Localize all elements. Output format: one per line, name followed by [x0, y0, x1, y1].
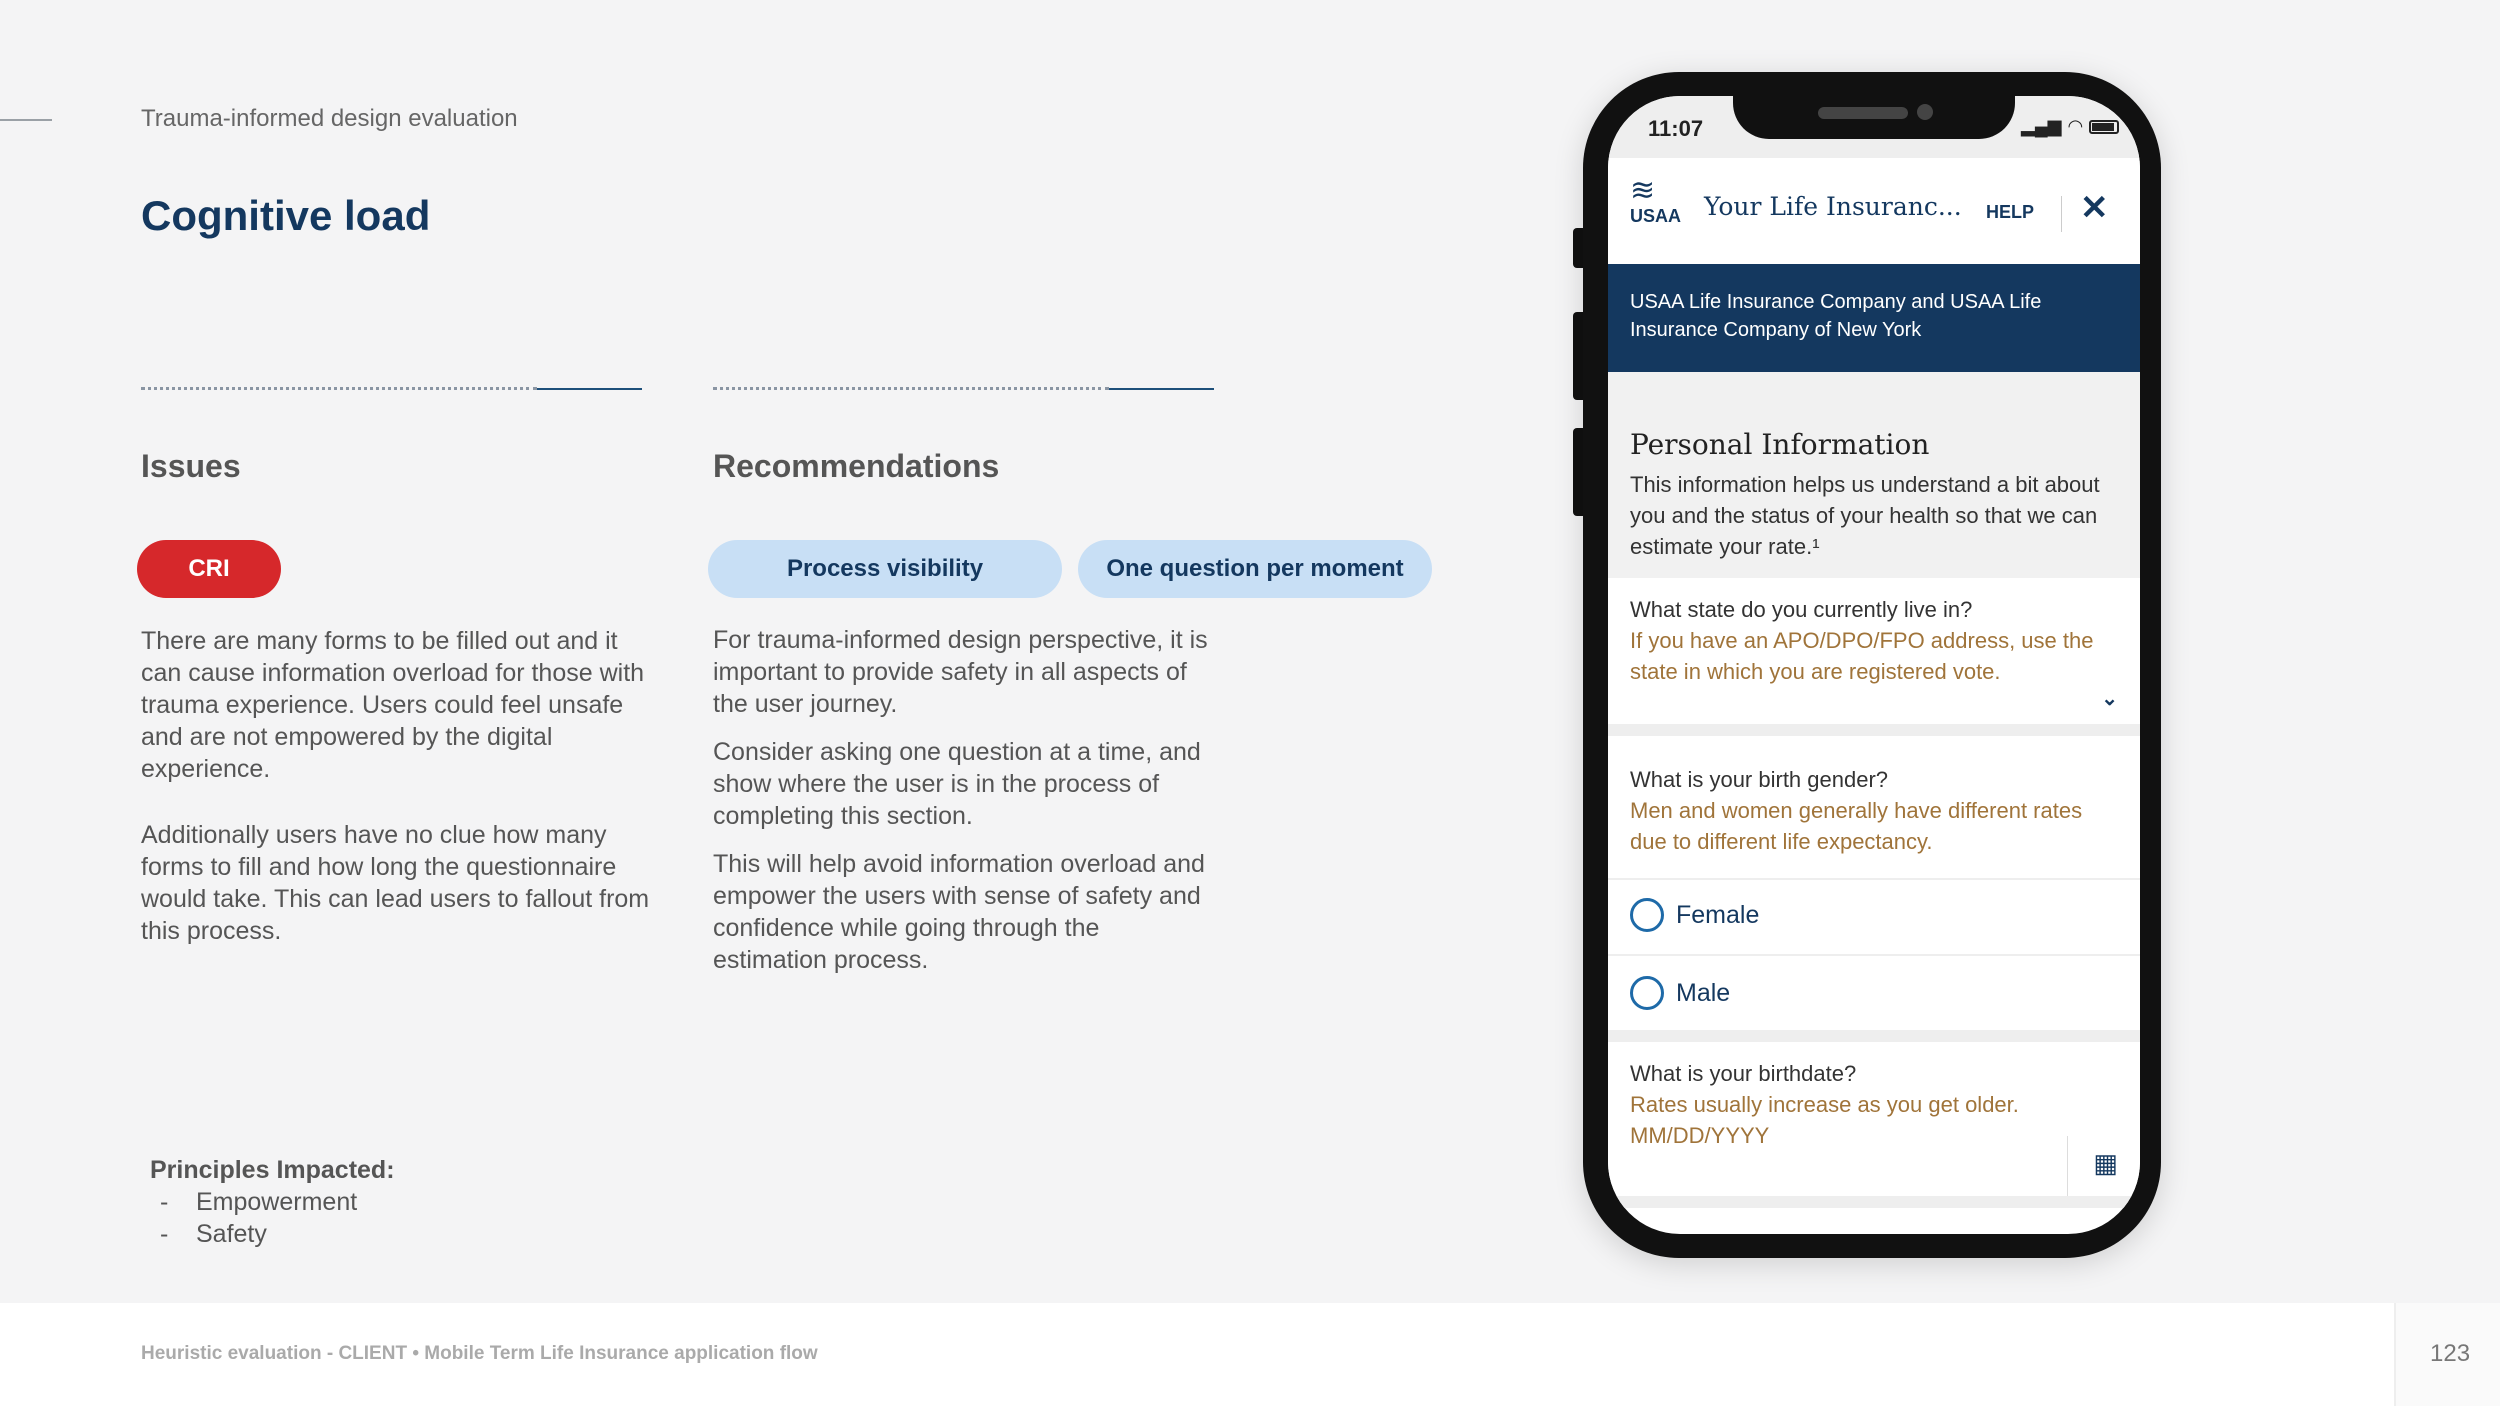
slide-eyebrow: Trauma-informed design evaluation	[141, 105, 518, 132]
process-visibility-tag: Process visibility	[708, 540, 1062, 598]
personal-info-heading: Personal Information	[1630, 428, 1930, 461]
birthdate-input[interactable]: MM/DD/YYYY	[1630, 1123, 1770, 1148]
recommendations-heading: Recommendations	[713, 448, 1000, 484]
issues-paragraph-2: Additionally users have no clue how many forms to fill and how long the questionnaire would take. This can lead users to fallout from this process.	[141, 821, 650, 945]
radio-button-male[interactable]	[1630, 976, 1664, 1010]
calendar-icon[interactable]: ▦	[2093, 1148, 2118, 1178]
birthdate-question-card[interactable]	[1608, 1042, 2140, 1208]
gender-question: What is your birth gender?	[1630, 767, 1889, 792]
footer-text: Heuristic evaluation - CLIENT • Mobile Term Life Insurance application flow	[141, 1343, 818, 1364]
slide-title: Cognitive load	[141, 192, 431, 239]
header-separator	[2061, 196, 2062, 232]
principles-heading: Principles Impacted:	[150, 1156, 395, 1184]
recommendations-paragraph-3: This will help avoid information overload and empower the users with sense of safety and confidence while going through the estimation process.	[713, 850, 1205, 974]
male-label: Male	[1676, 978, 1731, 1007]
eagle-logo-icon: ≋	[1630, 174, 1656, 207]
battery-icon	[2089, 120, 2119, 134]
personal-info-intro	[1608, 372, 2140, 578]
state-hint: If you have an APO/DPO/FPO address, use the state in which you are registered vote.	[1630, 628, 2094, 684]
phone-screen	[1608, 96, 2140, 1234]
gender-option-male[interactable]	[1608, 956, 2140, 1042]
personal-info-text: This information helps us understand a bit about you and the status of your health so that we can estimate your rate.¹	[1630, 472, 2100, 559]
top-rule	[0, 119, 52, 121]
signal-icon: ▂▄▆	[2021, 116, 2062, 136]
wifi-icon: ◠	[2067, 116, 2084, 136]
recommendations-divider	[713, 386, 1214, 390]
calendar-separator	[2067, 1136, 2068, 1196]
cri-tag: CRI	[137, 540, 281, 598]
issues-heading: Issues	[141, 448, 241, 484]
state-question: What state do you currently live in?	[1630, 597, 1973, 622]
principles-impacted	[150, 1154, 395, 1250]
issues-divider	[141, 386, 642, 390]
gender-question-card	[1608, 748, 2140, 880]
phone-speaker	[1818, 107, 1908, 119]
app-title: Your Life Insuranc...	[1704, 192, 1962, 221]
status-time: 11:07	[1648, 116, 1704, 141]
principle-item: - Empowerment	[160, 1188, 358, 1216]
phone-camera	[1917, 104, 1933, 120]
phone-notch	[1733, 72, 2015, 139]
birthdate-hint: Rates usually increase as you get older.	[1630, 1092, 2019, 1117]
gender-option-female[interactable]	[1608, 880, 2140, 956]
radio-button-female[interactable]	[1630, 898, 1664, 932]
usaa-logo: ≋ USAA	[1630, 176, 1690, 236]
issues-paragraph-1: There are many forms to be filled out and it can cause information overload for those with trauma experience. Users could feel unsafe and are not empowered by the digital experience.	[141, 627, 645, 783]
gender-hint: Men and women generally have different rates due to different life expectancy.	[1630, 798, 2083, 854]
company-banner: USAA Life Insurance Company and USAA Life Insurance Company of New York	[1608, 264, 2140, 372]
help-button[interactable]: HELP	[1986, 202, 2035, 222]
status-icons	[2021, 116, 2119, 137]
page-number: 123	[2430, 1340, 2471, 1367]
one-question-tag: One question per moment	[1078, 540, 1432, 598]
state-question-card[interactable]	[1608, 578, 2140, 736]
female-label: Female	[1676, 900, 1760, 929]
app-header	[1608, 158, 2140, 264]
recommendations-paragraph-2: Consider asking one question at a time, and show where the user is in the process of completing this section.	[713, 738, 1201, 830]
chevron-down-icon[interactable]: ⌄	[2101, 688, 2118, 710]
birthdate-question: What is your birthdate?	[1630, 1061, 1857, 1086]
principle-item: - Safety	[160, 1220, 267, 1248]
recommendations-paragraph-1: For trauma-informed design perspective, it is important to provide safety in all aspects of the user journey.	[713, 626, 1208, 718]
close-icon[interactable]: ✕	[2080, 189, 2109, 227]
